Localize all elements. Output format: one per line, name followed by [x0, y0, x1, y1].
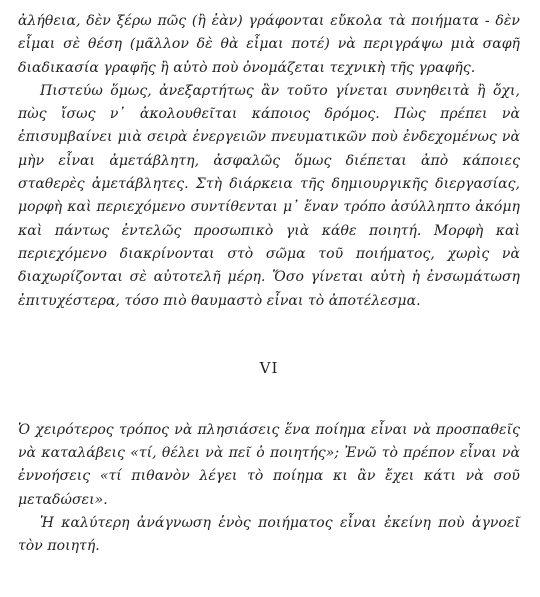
- text-block-bottom: [18, 419, 520, 559]
- paragraph-body: Ὁ χειρότερος τρόπος νὰ πλησιάσεις ἕνα ποίημα εἶναι νὰ προσπαθεῖς νὰ καταλάβεις «τί, θέλει νὰ πεῖ ὁ ποιητής»; Ἐνῶ τὸ πρέπον εἶναι νὰ ἐννοήσεις «τί πιθανὸν λέγει τὸ ποίημα κι ἂν ἔχει κάτι νὰ σοῦ μεταδώσει».: [18, 421, 520, 508]
- paragraph-body: Πιστεύω ὅμως, ἀνεξαρτήτως ἂν τοῦτο γίνεται συνηθειτὰ ἢ ὄχι, πὼς ἴσως ν᾽ ἀκολουθεῖται κάποιος δρόμος. Πὼς πρέπει νὰ ἐπισυμβαίνει μιὰ σειρὰ ἐνεργειῶν πνευματικῶν ποὺ ἐνδεχομένως νὰ μὴν εἶναι ἀμετάβλητη, ἀσφαλῶς ὅμως διέπεται ἀπὸ κάποιες σταθερὲς ἀμετάβλητες. Στὴ διάρκεια τῆς δημιουργικῆς διεργασίας, μορφὴ καὶ περιεχόμενο συντίθενται μ᾽ ἕναν τρόπο ἀσύλληπτο ἀκόμη καὶ πάντως ἐντελῶς προσωπικὸ γιὰ κάθε ποιητή. Μορφὴ καὶ περιεχόμενο διακρίνονται στὸ σῶμα τοῦ ποιήματος, χωρὶς νὰ διαχωρίζονται σὲ αὐτοτελῆ μέρη. Ὅσο γίνεται αὐτὴ ἡ ἐνσωμάτωση ἐπιτυχέστερα, τόσο πιὸ θαυμαστὸ εἶναι τὸ ἀποτέλεσμα.: [18, 82, 520, 309]
- section-heading-numeral: VI: [259, 358, 279, 377]
- paragraph-continuation: ἀλήθεια, δὲν ξέρω πῶς (ἢ ἐὰν) γράφονται εὔκολα τὰ ποιήματα - δὲν εἶμαι σὲ θέση (μᾶλλον δὲ θὰ εἶμαι ποτέ) νὰ περιγράψω μιὰ σαφῆ διαδικασία γραφῆς ἢ αὐτὸ ποὺ ὀνομάζεται τεχνικὴ τῆς γραφῆς.: [18, 13, 520, 76]
- paragraph-body: Ἡ καλύτερη ἀνάγνωση ἑνὸς ποιήματος εἶναι ἐκείνη ποὺ ἀγνοεῖ τὸν ποιητή.: [18, 515, 520, 555]
- text-block-top: [18, 10, 520, 313]
